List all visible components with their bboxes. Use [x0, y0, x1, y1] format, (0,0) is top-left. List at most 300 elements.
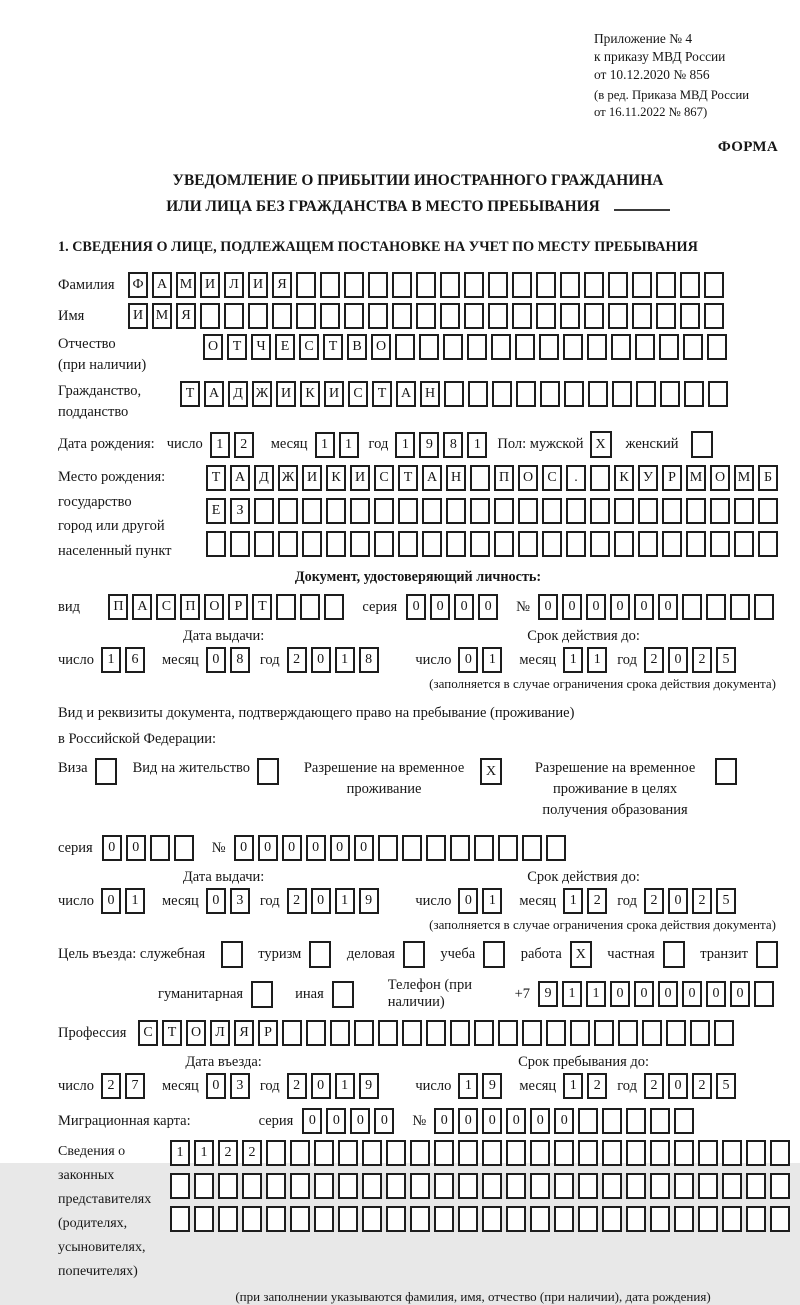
char-cell[interactable]: 9: [359, 888, 379, 914]
char-cell[interactable]: И: [276, 381, 296, 407]
char-cell[interactable]: 0: [258, 835, 278, 861]
char-cell[interactable]: 7: [125, 1073, 145, 1099]
char-cell[interactable]: [338, 1173, 358, 1199]
char-cell[interactable]: [578, 1108, 598, 1134]
char-cell[interactable]: [515, 334, 535, 360]
char-cell[interactable]: [410, 1140, 430, 1166]
char-cell[interactable]: [468, 381, 488, 407]
char-cell[interactable]: [674, 1140, 694, 1166]
char-cell[interactable]: [362, 1206, 382, 1232]
char-cell[interactable]: 0: [126, 835, 146, 861]
char-cell[interactable]: [554, 1173, 574, 1199]
char-cell[interactable]: 1: [101, 647, 121, 673]
char-cell[interactable]: Ф: [128, 272, 148, 298]
char-cell[interactable]: 8: [359, 647, 379, 673]
char-cell[interactable]: 0: [430, 594, 450, 620]
char-cell[interactable]: 2: [587, 888, 607, 914]
char-cell[interactable]: 5: [716, 647, 736, 673]
char-cell[interactable]: 0: [282, 835, 302, 861]
char-cell[interactable]: [512, 303, 532, 329]
char-cell[interactable]: [666, 1020, 686, 1046]
char-cell[interactable]: [674, 1173, 694, 1199]
char-cell[interactable]: [320, 303, 340, 329]
char-cell[interactable]: [278, 498, 298, 524]
char-cell[interactable]: [354, 1020, 374, 1046]
char-cell[interactable]: [494, 498, 514, 524]
char-cell[interactable]: [539, 334, 559, 360]
char-cell[interactable]: [540, 381, 560, 407]
char-cell[interactable]: 9: [359, 1073, 379, 1099]
char-cell[interactable]: [626, 1108, 646, 1134]
char-cell[interactable]: И: [200, 272, 220, 298]
char-cell[interactable]: [707, 334, 727, 360]
char-cell[interactable]: И: [350, 465, 370, 491]
char-cell[interactable]: [398, 498, 418, 524]
char-cell[interactable]: [350, 531, 370, 557]
char-cell[interactable]: 0: [454, 594, 474, 620]
char-cell[interactable]: [443, 334, 463, 360]
char-cell[interactable]: 6: [125, 647, 145, 673]
char-cell[interactable]: [536, 303, 556, 329]
char-cell[interactable]: [170, 1206, 190, 1232]
char-cell[interactable]: [416, 272, 436, 298]
char-cell[interactable]: 1: [482, 647, 502, 673]
char-cell[interactable]: 8: [230, 647, 250, 673]
char-cell[interactable]: Н: [446, 465, 466, 491]
char-cell[interactable]: 0: [350, 1108, 370, 1134]
char-cell[interactable]: [698, 1140, 718, 1166]
char-cell[interactable]: М: [152, 303, 172, 329]
char-cell[interactable]: Р: [662, 465, 682, 491]
char-cell[interactable]: 0: [668, 647, 688, 673]
char-cell[interactable]: [218, 1173, 238, 1199]
char-cell[interactable]: [530, 1206, 550, 1232]
char-cell[interactable]: [402, 835, 422, 861]
char-cell[interactable]: 0: [668, 1073, 688, 1099]
char-cell[interactable]: [314, 1173, 334, 1199]
char-cell[interactable]: [518, 498, 538, 524]
char-cell[interactable]: М: [686, 465, 706, 491]
char-cell[interactable]: 0: [102, 835, 122, 861]
char-cell[interactable]: [170, 1173, 190, 1199]
char-cell[interactable]: [498, 1020, 518, 1046]
char-cell[interactable]: С: [299, 334, 319, 360]
char-cell[interactable]: [612, 381, 632, 407]
char-cell[interactable]: [512, 272, 532, 298]
char-cell[interactable]: 0: [311, 1073, 331, 1099]
char-cell[interactable]: [290, 1173, 310, 1199]
char-cell[interactable]: [698, 1173, 718, 1199]
char-cell[interactable]: 1: [315, 432, 335, 458]
char-cell[interactable]: В: [347, 334, 367, 360]
char-cell[interactable]: 2: [218, 1140, 238, 1166]
char-cell[interactable]: М: [734, 465, 754, 491]
char-cell[interactable]: [602, 1140, 622, 1166]
char-cell[interactable]: С: [374, 465, 394, 491]
char-cell[interactable]: [734, 531, 754, 557]
char-cell[interactable]: 2: [287, 1073, 307, 1099]
char-cell[interactable]: А: [422, 465, 442, 491]
char-cell[interactable]: [386, 1140, 406, 1166]
char-cell[interactable]: Л: [224, 272, 244, 298]
char-cell[interactable]: [422, 531, 442, 557]
char-cell[interactable]: 1: [563, 888, 583, 914]
char-cell[interactable]: [450, 835, 470, 861]
char-cell[interactable]: [734, 498, 754, 524]
char-cell[interactable]: [506, 1206, 526, 1232]
char-cell[interactable]: 0: [374, 1108, 394, 1134]
char-cell[interactable]: [224, 303, 244, 329]
char-cell[interactable]: С: [542, 465, 562, 491]
char-cell[interactable]: [446, 531, 466, 557]
char-cell[interactable]: [482, 1140, 502, 1166]
char-cell[interactable]: [488, 272, 508, 298]
char-cell[interactable]: [578, 1140, 598, 1166]
char-cell[interactable]: [656, 272, 676, 298]
char-cell[interactable]: [378, 835, 398, 861]
char-cell[interactable]: [434, 1173, 454, 1199]
char-cell[interactable]: 0: [311, 888, 331, 914]
char-cell[interactable]: [614, 531, 634, 557]
char-cell[interactable]: 1: [339, 432, 359, 458]
char-cell[interactable]: 1: [563, 1073, 583, 1099]
char-cell[interactable]: 0: [458, 888, 478, 914]
char-cell[interactable]: [488, 303, 508, 329]
char-cell[interactable]: [338, 1140, 358, 1166]
char-cell[interactable]: 0: [206, 888, 226, 914]
char-cell[interactable]: [242, 1173, 262, 1199]
char-cell[interactable]: Р: [228, 594, 248, 620]
char-cell[interactable]: [662, 531, 682, 557]
char-cell[interactable]: [578, 1206, 598, 1232]
char-cell[interactable]: П: [108, 594, 128, 620]
char-cell[interactable]: [590, 465, 610, 491]
char-cell[interactable]: [378, 1020, 398, 1046]
char-cell[interactable]: [482, 1173, 502, 1199]
char-cell[interactable]: [402, 1020, 422, 1046]
char-cell[interactable]: [650, 1108, 670, 1134]
char-cell[interactable]: 0: [482, 1108, 502, 1134]
char-cell[interactable]: [656, 303, 676, 329]
char-cell[interactable]: [230, 531, 250, 557]
char-cell[interactable]: Б: [758, 465, 778, 491]
char-cell[interactable]: [642, 1020, 662, 1046]
char-cell[interactable]: Т: [323, 334, 343, 360]
char-cell[interactable]: [492, 381, 512, 407]
char-cell[interactable]: [636, 381, 656, 407]
char-cell[interactable]: [659, 334, 679, 360]
char-cell[interactable]: 2: [234, 432, 254, 458]
char-cell[interactable]: [522, 835, 542, 861]
char-cell[interactable]: 0: [354, 835, 374, 861]
char-cell[interactable]: [174, 835, 194, 861]
char-cell[interactable]: [554, 1206, 574, 1232]
char-cell[interactable]: 0: [706, 981, 726, 1007]
char-cell[interactable]: [626, 1173, 646, 1199]
char-cell[interactable]: 1: [335, 888, 355, 914]
char-cell[interactable]: Т: [206, 465, 226, 491]
char-cell[interactable]: [398, 531, 418, 557]
char-cell[interactable]: [686, 531, 706, 557]
sex-female-checkbox[interactable]: [691, 431, 713, 458]
char-cell[interactable]: [242, 1206, 262, 1232]
char-cell[interactable]: Д: [254, 465, 274, 491]
char-cell[interactable]: [635, 334, 655, 360]
char-cell[interactable]: 2: [644, 1073, 664, 1099]
char-cell[interactable]: [324, 594, 344, 620]
char-cell[interactable]: [584, 272, 604, 298]
char-cell[interactable]: [440, 272, 460, 298]
char-cell[interactable]: [708, 381, 728, 407]
sex-male-checkbox[interactable]: X: [590, 431, 612, 458]
char-cell[interactable]: [278, 531, 298, 557]
char-cell[interactable]: 2: [587, 1073, 607, 1099]
char-cell[interactable]: .: [566, 465, 586, 491]
char-cell[interactable]: А: [152, 272, 172, 298]
char-cell[interactable]: 0: [234, 835, 254, 861]
char-cell[interactable]: И: [324, 381, 344, 407]
char-cell[interactable]: 1: [562, 981, 582, 1007]
char-cell[interactable]: 0: [306, 835, 326, 861]
char-cell[interactable]: 2: [287, 647, 307, 673]
char-cell[interactable]: [296, 303, 316, 329]
char-cell[interactable]: Т: [372, 381, 392, 407]
char-cell[interactable]: 0: [302, 1108, 322, 1134]
char-cell[interactable]: [566, 531, 586, 557]
char-cell[interactable]: [344, 303, 364, 329]
char-cell[interactable]: И: [128, 303, 148, 329]
char-cell[interactable]: 1: [125, 888, 145, 914]
char-cell[interactable]: 0: [506, 1108, 526, 1134]
char-cell[interactable]: [306, 1020, 326, 1046]
char-cell[interactable]: [444, 381, 464, 407]
char-cell[interactable]: [626, 1206, 646, 1232]
char-cell[interactable]: [419, 334, 439, 360]
char-cell[interactable]: А: [204, 381, 224, 407]
tourism-checkbox[interactable]: [309, 941, 331, 968]
char-cell[interactable]: О: [204, 594, 224, 620]
char-cell[interactable]: [680, 272, 700, 298]
char-cell[interactable]: [276, 594, 296, 620]
char-cell[interactable]: 2: [692, 647, 712, 673]
char-cell[interactable]: Я: [176, 303, 196, 329]
char-cell[interactable]: [674, 1108, 694, 1134]
char-cell[interactable]: 9: [482, 1073, 502, 1099]
char-cell[interactable]: 0: [206, 647, 226, 673]
char-cell[interactable]: Т: [398, 465, 418, 491]
char-cell[interactable]: [302, 531, 322, 557]
char-cell[interactable]: [314, 1206, 334, 1232]
char-cell[interactable]: [570, 1020, 590, 1046]
char-cell[interactable]: 0: [326, 1108, 346, 1134]
char-cell[interactable]: 0: [206, 1073, 226, 1099]
char-cell[interactable]: [522, 1020, 542, 1046]
char-cell[interactable]: [722, 1206, 742, 1232]
char-cell[interactable]: [206, 531, 226, 557]
char-cell[interactable]: [467, 334, 487, 360]
char-cell[interactable]: С: [138, 1020, 158, 1046]
char-cell[interactable]: 0: [610, 594, 630, 620]
char-cell[interactable]: [474, 835, 494, 861]
char-cell[interactable]: [542, 498, 562, 524]
char-cell[interactable]: [248, 303, 268, 329]
char-cell[interactable]: Т: [252, 594, 272, 620]
char-cell[interactable]: [368, 272, 388, 298]
char-cell[interactable]: [290, 1206, 310, 1232]
char-cell[interactable]: [368, 303, 388, 329]
char-cell[interactable]: [464, 303, 484, 329]
char-cell[interactable]: 2: [287, 888, 307, 914]
char-cell[interactable]: 0: [458, 1108, 478, 1134]
char-cell[interactable]: [194, 1206, 214, 1232]
study-checkbox[interactable]: [483, 941, 505, 968]
char-cell[interactable]: [650, 1140, 670, 1166]
char-cell[interactable]: [470, 531, 490, 557]
char-cell[interactable]: [710, 531, 730, 557]
char-cell[interactable]: 1: [335, 647, 355, 673]
char-cell[interactable]: [338, 1206, 358, 1232]
char-cell[interactable]: [491, 334, 511, 360]
char-cell[interactable]: [446, 498, 466, 524]
char-cell[interactable]: [395, 334, 415, 360]
char-cell[interactable]: [714, 1020, 734, 1046]
char-cell[interactable]: [746, 1140, 766, 1166]
char-cell[interactable]: [434, 1206, 454, 1232]
char-cell[interactable]: [684, 381, 704, 407]
char-cell[interactable]: [704, 272, 724, 298]
char-cell[interactable]: [680, 303, 700, 329]
char-cell[interactable]: 0: [730, 981, 750, 1007]
business-checkbox[interactable]: [403, 941, 425, 968]
char-cell[interactable]: Т: [227, 334, 247, 360]
char-cell[interactable]: [560, 303, 580, 329]
char-cell[interactable]: [266, 1206, 286, 1232]
char-cell[interactable]: [730, 594, 750, 620]
char-cell[interactable]: [498, 835, 518, 861]
char-cell[interactable]: [350, 498, 370, 524]
char-cell[interactable]: [560, 272, 580, 298]
char-cell[interactable]: 1: [586, 981, 606, 1007]
char-cell[interactable]: [254, 531, 274, 557]
work-checkbox[interactable]: X: [570, 941, 592, 968]
char-cell[interactable]: [686, 498, 706, 524]
char-cell[interactable]: И: [302, 465, 322, 491]
char-cell[interactable]: [754, 981, 774, 1007]
char-cell[interactable]: [530, 1173, 550, 1199]
char-cell[interactable]: 0: [658, 981, 678, 1007]
char-cell[interactable]: [546, 835, 566, 861]
char-cell[interactable]: [554, 1140, 574, 1166]
char-cell[interactable]: [272, 303, 292, 329]
char-cell[interactable]: Н: [420, 381, 440, 407]
char-cell[interactable]: [482, 1206, 502, 1232]
char-cell[interactable]: Е: [206, 498, 226, 524]
char-cell[interactable]: 0: [538, 594, 558, 620]
char-cell[interactable]: 2: [692, 888, 712, 914]
char-cell[interactable]: [474, 1020, 494, 1046]
char-cell[interactable]: [282, 1020, 302, 1046]
char-cell[interactable]: [300, 594, 320, 620]
char-cell[interactable]: С: [348, 381, 368, 407]
char-cell[interactable]: [722, 1173, 742, 1199]
char-cell[interactable]: 2: [101, 1073, 121, 1099]
char-cell[interactable]: Я: [272, 272, 292, 298]
char-cell[interactable]: [494, 531, 514, 557]
char-cell[interactable]: 0: [634, 981, 654, 1007]
char-cell[interactable]: [362, 1140, 382, 1166]
char-cell[interactable]: [590, 498, 610, 524]
char-cell[interactable]: [770, 1173, 790, 1199]
char-cell[interactable]: Л: [210, 1020, 230, 1046]
char-cell[interactable]: [426, 835, 446, 861]
char-cell[interactable]: П: [180, 594, 200, 620]
char-cell[interactable]: 0: [554, 1108, 574, 1134]
char-cell[interactable]: [458, 1206, 478, 1232]
char-cell[interactable]: [518, 531, 538, 557]
visa-checkbox[interactable]: [95, 758, 117, 785]
char-cell[interactable]: [266, 1173, 286, 1199]
char-cell[interactable]: [470, 465, 490, 491]
char-cell[interactable]: Д: [228, 381, 248, 407]
char-cell[interactable]: [566, 498, 586, 524]
char-cell[interactable]: [710, 498, 730, 524]
char-cell[interactable]: [296, 272, 316, 298]
char-cell[interactable]: А: [396, 381, 416, 407]
char-cell[interactable]: 0: [562, 594, 582, 620]
char-cell[interactable]: О: [203, 334, 223, 360]
char-cell[interactable]: [704, 303, 724, 329]
char-cell[interactable]: [682, 594, 702, 620]
char-cell[interactable]: З: [230, 498, 250, 524]
char-cell[interactable]: 2: [644, 888, 664, 914]
char-cell[interactable]: [542, 531, 562, 557]
char-cell[interactable]: [650, 1173, 670, 1199]
transit-checkbox[interactable]: [756, 941, 778, 968]
char-cell[interactable]: [422, 498, 442, 524]
char-cell[interactable]: [536, 272, 556, 298]
char-cell[interactable]: 1: [194, 1140, 214, 1166]
char-cell[interactable]: [611, 334, 631, 360]
char-cell[interactable]: 3: [230, 888, 250, 914]
char-cell[interactable]: 1: [458, 1073, 478, 1099]
char-cell[interactable]: [266, 1140, 286, 1166]
char-cell[interactable]: 1: [335, 1073, 355, 1099]
char-cell[interactable]: К: [614, 465, 634, 491]
char-cell[interactable]: И: [248, 272, 268, 298]
char-cell[interactable]: [632, 303, 652, 329]
char-cell[interactable]: М: [176, 272, 196, 298]
char-cell[interactable]: [218, 1206, 238, 1232]
char-cell[interactable]: [770, 1206, 790, 1232]
char-cell[interactable]: П: [494, 465, 514, 491]
char-cell[interactable]: 1: [210, 432, 230, 458]
char-cell[interactable]: Я: [234, 1020, 254, 1046]
char-cell[interactable]: [506, 1173, 526, 1199]
char-cell[interactable]: Ч: [251, 334, 271, 360]
char-cell[interactable]: 2: [242, 1140, 262, 1166]
char-cell[interactable]: [386, 1206, 406, 1232]
char-cell[interactable]: 0: [330, 835, 350, 861]
char-cell[interactable]: Т: [180, 381, 200, 407]
char-cell[interactable]: Т: [162, 1020, 182, 1046]
char-cell[interactable]: [563, 334, 583, 360]
char-cell[interactable]: 0: [634, 594, 654, 620]
char-cell[interactable]: [302, 498, 322, 524]
char-cell[interactable]: [638, 498, 658, 524]
char-cell[interactable]: [470, 498, 490, 524]
char-cell[interactable]: 8: [443, 432, 463, 458]
char-cell[interactable]: [254, 498, 274, 524]
